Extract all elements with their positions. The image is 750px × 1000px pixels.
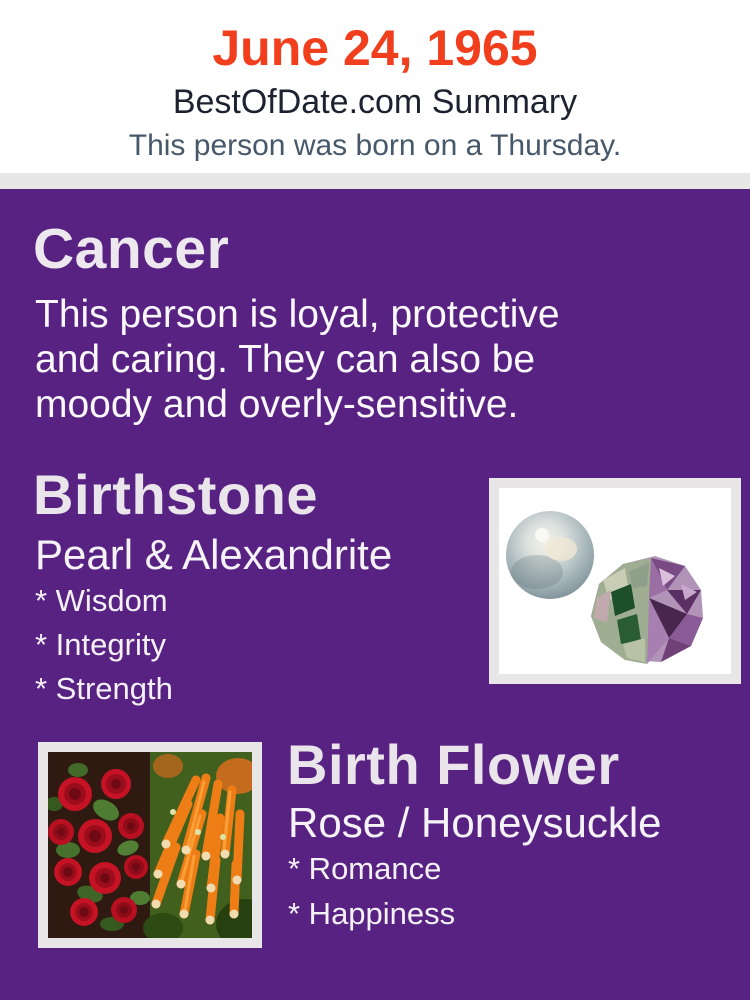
honeysuckle-graphic — [143, 752, 252, 938]
birth-flower-photo — [38, 742, 262, 948]
divider-strip — [0, 173, 750, 189]
zodiac-description — [35, 292, 560, 427]
birthstone-trait: * Integrity — [35, 627, 166, 662]
birthstone-trait: * Wisdom — [35, 583, 168, 618]
pearl-graphic — [506, 511, 594, 599]
birthstone-names: Pearl & Alexandrite — [35, 531, 393, 578]
rose-graphic — [48, 752, 150, 938]
born-day-line: This person was born on a Thursday. — [128, 129, 622, 162]
page-title-date: June 24, 1965 — [212, 20, 538, 76]
purple-panel — [0, 189, 750, 1000]
site-summary-title: BestOfDate.com Summary — [172, 83, 578, 121]
birth-flower-trait: * Happiness — [288, 896, 456, 931]
zodiac-description-line: moody and overly-sensitive. — [35, 383, 519, 426]
zodiac-sign-title: Cancer — [33, 217, 230, 281]
birthstone-photo — [489, 478, 741, 684]
birthstone-title: Birthstone — [33, 463, 318, 526]
pearl-and-alexandrite-graphic — [499, 488, 731, 674]
zodiac-description-line: and caring. They can also be — [35, 338, 536, 381]
zodiac-description-line: This person is loyal, protective — [35, 293, 560, 336]
birth-flower-names: Rose / Honeysuckle — [288, 799, 662, 846]
birthstone-trait: * Strength — [35, 671, 173, 706]
birth-flower-trait: * Romance — [288, 851, 442, 886]
rose-and-honeysuckle-graphic — [48, 752, 252, 938]
birth-flower-title: Birth Flower — [287, 733, 620, 796]
